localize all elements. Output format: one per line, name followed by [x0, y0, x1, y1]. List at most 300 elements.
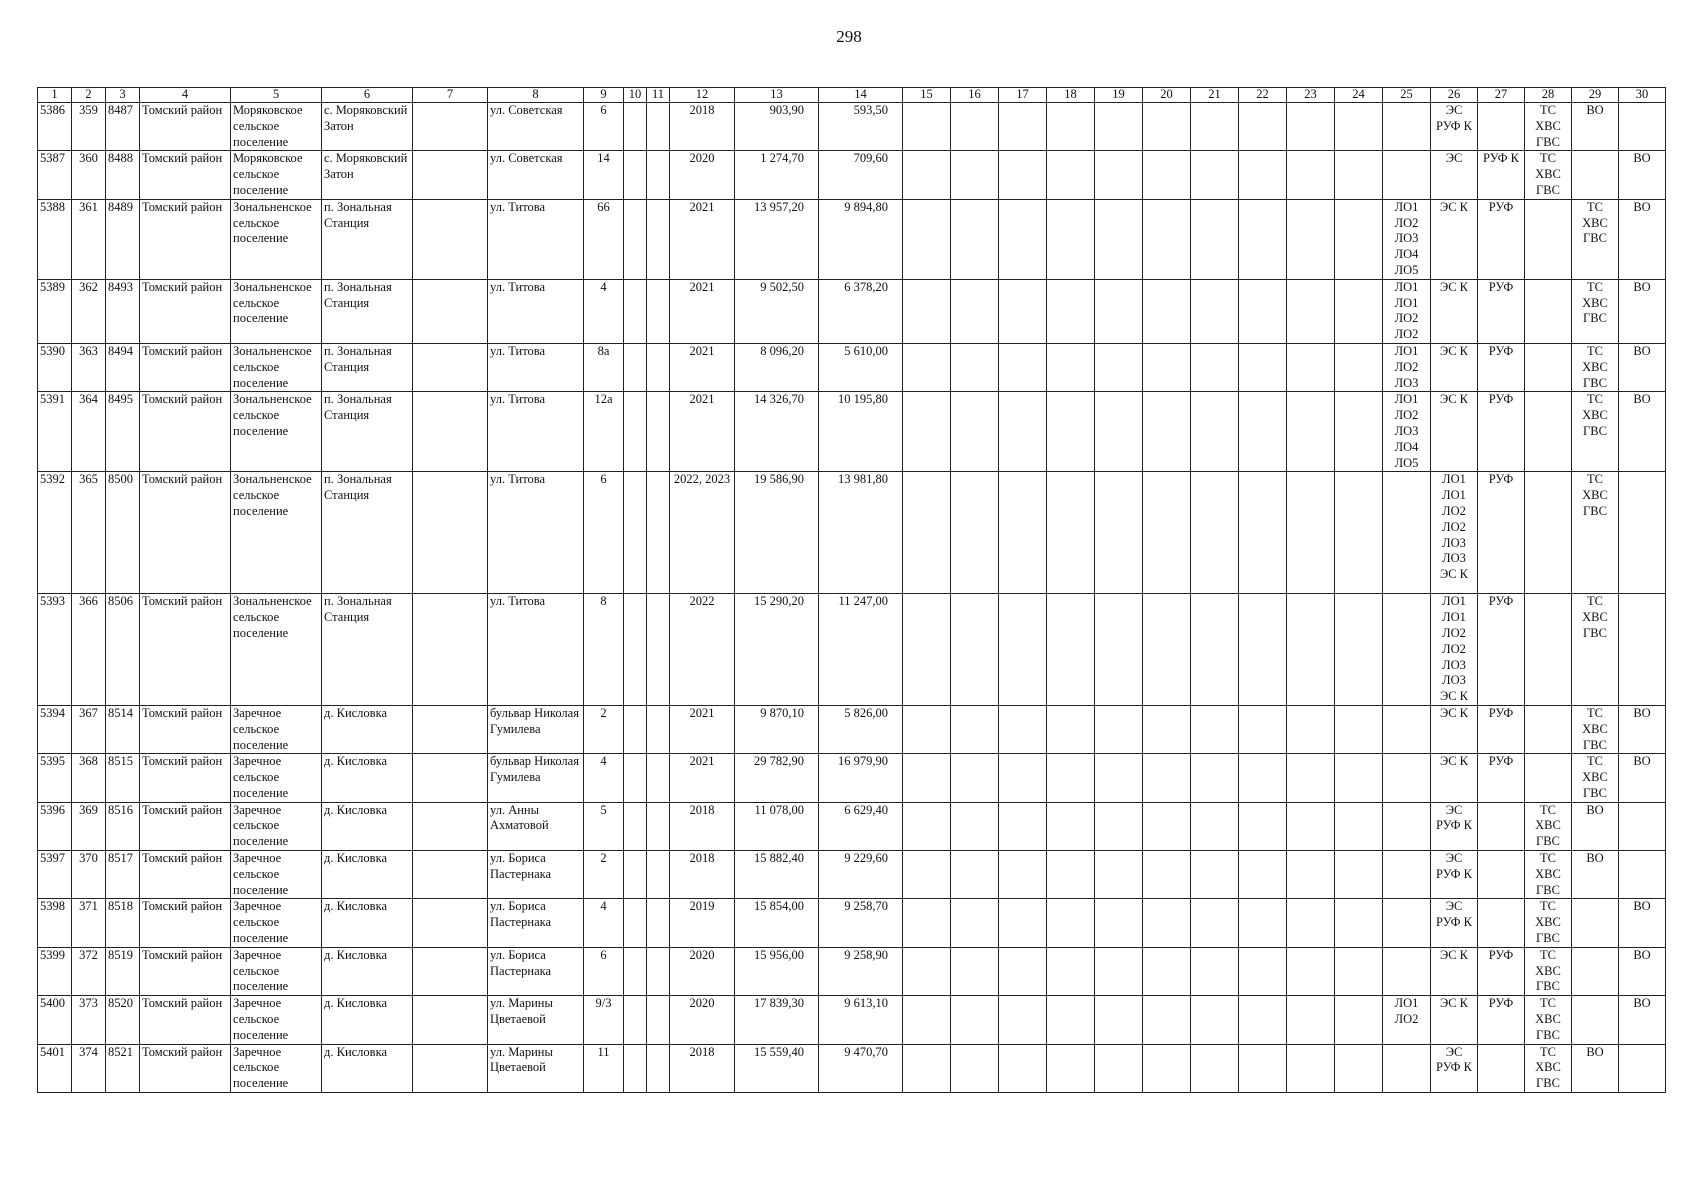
code-item: ГВС [1583, 737, 1607, 752]
column-29-cell [1572, 151, 1619, 199]
year-cell: 2020 [670, 996, 735, 1044]
code-item: РУФ [1488, 754, 1514, 769]
column-header: 29 [1572, 88, 1619, 103]
code-item: ЛО2 [1394, 215, 1419, 230]
code-item: ЛО1 [1442, 488, 1466, 503]
total-area-cell: 903,90 [735, 103, 819, 151]
column-10-cell [624, 899, 647, 947]
column-26-cell [1431, 1044, 1478, 1092]
code-item: ГВС [1536, 834, 1560, 849]
settlement-cell: Заречное сельское поселение [231, 851, 322, 899]
column-30-cell [1619, 472, 1666, 594]
column-26-cell [1431, 472, 1478, 594]
empty-cell [903, 199, 951, 279]
code-item: ТС [1587, 279, 1603, 294]
table-row [38, 996, 1666, 1044]
column-10-cell [624, 754, 647, 802]
code-item: ГВС [1536, 134, 1560, 149]
district-cell: Томский район [140, 472, 231, 594]
column-header: 3 [106, 88, 140, 103]
column-28-cell [1525, 851, 1572, 899]
column-7-cell [413, 851, 488, 899]
year-cell: 2020 [670, 947, 735, 995]
code-item: ВО [1633, 947, 1651, 962]
locality-cell: д. Кисловка [322, 899, 413, 947]
street-cell: ул. Титова [488, 392, 584, 472]
empty-cell [999, 1044, 1047, 1092]
column-10-cell [624, 594, 647, 706]
empty-cell [1287, 279, 1335, 343]
column-25-cell [1383, 279, 1431, 343]
building-id-cell: 8506 [106, 594, 140, 706]
locality-cell: д. Кисловка [322, 947, 413, 995]
empty-cell [1047, 802, 1095, 850]
column-7-cell [413, 754, 488, 802]
column-header: 6 [322, 88, 413, 103]
column-29-cell [1572, 1044, 1619, 1092]
column-26-cell [1431, 802, 1478, 850]
empty-cell [999, 899, 1047, 947]
empty-cell [903, 851, 951, 899]
column-10-cell [624, 851, 647, 899]
empty-cell [1095, 472, 1143, 594]
column-7-cell [413, 472, 488, 594]
column-28-cell [1525, 343, 1572, 391]
table-row [38, 594, 1666, 706]
house-number-cell: 6 [584, 947, 624, 995]
empty-cell [1047, 199, 1095, 279]
row-number-cell: 5394 [38, 705, 72, 753]
table-row [38, 899, 1666, 947]
empty-cell [1143, 472, 1191, 594]
house-number-cell: 66 [584, 199, 624, 279]
empty-cell [903, 705, 951, 753]
year-cell: 2021 [670, 199, 735, 279]
column-7-cell [413, 899, 488, 947]
total-area-cell: 15 854,00 [735, 899, 819, 947]
district-cell: Томский район [140, 802, 231, 850]
settlement-cell: Моряковское сельское поселение [231, 151, 322, 199]
empty-cell [1047, 705, 1095, 753]
column-11-cell [647, 851, 670, 899]
empty-cell [1143, 1044, 1191, 1092]
empty-cell [1335, 392, 1383, 472]
row-index-cell: 365 [72, 472, 106, 594]
column-29-cell [1572, 594, 1619, 706]
column-header: 9 [584, 88, 624, 103]
empty-cell [1143, 705, 1191, 753]
street-cell: ул. Марины Цветаевой [488, 996, 584, 1044]
empty-cell [1335, 947, 1383, 995]
table-row [38, 343, 1666, 391]
column-26-cell [1431, 392, 1478, 472]
column-27-cell [1478, 392, 1525, 472]
living-area-cell: 9 613,10 [819, 996, 903, 1044]
code-item: ХВС [1582, 610, 1608, 625]
table-row [38, 754, 1666, 802]
column-11-cell [647, 754, 670, 802]
empty-cell [1047, 472, 1095, 594]
settlement-cell: Заречное сельское поселение [231, 802, 322, 850]
total-area-cell: 15 290,20 [735, 594, 819, 706]
code-item: ХВС [1535, 915, 1561, 930]
building-id-cell: 8494 [106, 343, 140, 391]
code-item: ЛО5 [1394, 262, 1419, 277]
code-item: ЛО2 [1394, 311, 1419, 326]
living-area-cell: 11 247,00 [819, 594, 903, 706]
empty-cell [903, 802, 951, 850]
house-number-cell: 4 [584, 899, 624, 947]
street-cell: ул. Титова [488, 594, 584, 706]
column-7-cell [413, 103, 488, 151]
district-cell: Томский район [140, 947, 231, 995]
column-27-cell [1478, 851, 1525, 899]
empty-cell [1191, 472, 1239, 594]
settlement-cell: Зональненское сельское поселение [231, 392, 322, 472]
district-cell: Томский район [140, 279, 231, 343]
empty-cell [1287, 151, 1335, 199]
empty-cell [951, 392, 999, 472]
code-item: РУФ [1488, 279, 1514, 294]
code-item: ЭС [1445, 1044, 1463, 1059]
code-item: ТС [1540, 151, 1556, 166]
empty-cell [1287, 343, 1335, 391]
living-area-cell: 9 258,90 [819, 947, 903, 995]
empty-cell [1239, 199, 1287, 279]
row-number-cell: 5393 [38, 594, 72, 706]
empty-cell [1191, 343, 1239, 391]
total-area-cell: 9 502,50 [735, 279, 819, 343]
column-27-cell [1478, 1044, 1525, 1092]
column-29-cell [1572, 392, 1619, 472]
column-26-cell [1431, 594, 1478, 706]
code-item: ТС [1587, 472, 1603, 487]
code-item: РУФ [1488, 705, 1514, 720]
empty-cell [1143, 151, 1191, 199]
column-7-cell [413, 151, 488, 199]
locality-cell: п. Зональная Станция [322, 472, 413, 594]
empty-cell [1191, 594, 1239, 706]
empty-cell [1239, 802, 1287, 850]
column-header: 4 [140, 88, 231, 103]
code-item: ЛО2 [1442, 641, 1466, 656]
column-header: 16 [951, 88, 999, 103]
column-header: 2 [72, 88, 106, 103]
empty-cell [1335, 802, 1383, 850]
street-cell: ул. Бориса Пастернака [488, 851, 584, 899]
column-29-cell [1572, 996, 1619, 1044]
code-item: ЭС К [1439, 689, 1469, 704]
column-28-cell [1525, 199, 1572, 279]
empty-cell [1095, 705, 1143, 753]
code-item: ВО [1633, 343, 1651, 358]
column-25-cell [1383, 851, 1431, 899]
code-item: ГВС [1536, 979, 1560, 994]
column-11-cell [647, 947, 670, 995]
column-7-cell [413, 279, 488, 343]
locality-cell: д. Кисловка [322, 754, 413, 802]
empty-cell [1335, 851, 1383, 899]
locality-cell: д. Кисловка [322, 851, 413, 899]
column-10-cell [624, 103, 647, 151]
table-row [38, 947, 1666, 995]
code-item: РУФ К [1436, 118, 1472, 133]
empty-cell [951, 594, 999, 706]
house-number-cell: 4 [584, 279, 624, 343]
column-28-cell [1525, 996, 1572, 1044]
building-id-cell: 8488 [106, 151, 140, 199]
column-11-cell [647, 103, 670, 151]
building-id-cell: 8516 [106, 802, 140, 850]
living-area-cell: 5 826,00 [819, 705, 903, 753]
district-cell: Томский район [140, 851, 231, 899]
locality-cell: д. Кисловка [322, 802, 413, 850]
total-area-cell: 11 078,00 [735, 802, 819, 850]
code-item: ЛО1 [1394, 343, 1419, 358]
column-7-cell [413, 392, 488, 472]
empty-cell [1143, 199, 1191, 279]
column-27-cell [1478, 279, 1525, 343]
code-item: ТС [1540, 996, 1556, 1011]
empty-cell [1335, 472, 1383, 594]
empty-cell [1095, 279, 1143, 343]
column-25-cell [1383, 1044, 1431, 1092]
street-cell: бульвар Николая Гумилева [488, 754, 584, 802]
settlement-cell: Заречное сельское поселение [231, 947, 322, 995]
row-number-cell: 5400 [38, 996, 72, 1044]
column-header: 1 [38, 88, 72, 103]
empty-cell [1335, 705, 1383, 753]
column-25-cell [1383, 594, 1431, 706]
living-area-cell: 593,50 [819, 103, 903, 151]
code-item: ХВС [1582, 295, 1608, 310]
house-number-cell: 2 [584, 851, 624, 899]
empty-cell [1191, 899, 1239, 947]
settlement-cell: Заречное сельское поселение [231, 705, 322, 753]
code-item: ЭС К [1439, 199, 1469, 214]
row-number-cell: 5396 [38, 802, 72, 850]
code-item: ХВС [1582, 770, 1608, 785]
code-item: ЛО1 [1442, 610, 1466, 625]
column-28-cell [1525, 802, 1572, 850]
column-25-cell [1383, 899, 1431, 947]
column-10-cell [624, 472, 647, 594]
settlement-cell: Заречное сельское поселение [231, 996, 322, 1044]
column-30-cell [1619, 199, 1666, 279]
empty-cell [903, 899, 951, 947]
column-header: 10 [624, 88, 647, 103]
code-item: ГВС [1583, 625, 1607, 640]
empty-cell [1095, 754, 1143, 802]
column-30-cell [1619, 343, 1666, 391]
code-item: ГВС [1583, 231, 1607, 246]
table-row [38, 392, 1666, 472]
column-28-cell [1525, 947, 1572, 995]
empty-cell [999, 472, 1047, 594]
building-id-cell: 8514 [106, 705, 140, 753]
house-number-cell: 8 [584, 594, 624, 706]
settlement-cell: Заречное сельское поселение [231, 754, 322, 802]
year-cell: 2018 [670, 103, 735, 151]
code-item: ВО [1633, 996, 1651, 1011]
empty-cell [1047, 899, 1095, 947]
code-item: ТС [1587, 392, 1603, 407]
code-item: ВО [1633, 705, 1651, 720]
table-row [38, 802, 1666, 850]
living-area-cell: 6 629,40 [819, 802, 903, 850]
column-header: 8 [488, 88, 584, 103]
column-29-cell [1572, 279, 1619, 343]
column-25-cell [1383, 802, 1431, 850]
empty-cell [999, 392, 1047, 472]
column-29-cell [1572, 802, 1619, 850]
living-area-cell: 9 470,70 [819, 1044, 903, 1092]
living-area-cell: 5 610,00 [819, 343, 903, 391]
year-cell: 2021 [670, 279, 735, 343]
building-id-cell: 8519 [106, 947, 140, 995]
column-10-cell [624, 1044, 647, 1092]
column-header: 13 [735, 88, 819, 103]
empty-cell [1143, 899, 1191, 947]
column-27-cell [1478, 343, 1525, 391]
code-item: ЛО2 [1394, 327, 1419, 342]
empty-cell [951, 947, 999, 995]
code-item: ЭС [1445, 151, 1463, 166]
column-header: 5 [231, 88, 322, 103]
empty-cell [1047, 996, 1095, 1044]
empty-cell [951, 343, 999, 391]
code-item: ЛО3 [1442, 673, 1466, 688]
code-item: РУФ К [1483, 151, 1519, 166]
column-30-cell [1619, 151, 1666, 199]
empty-cell [951, 279, 999, 343]
code-item: РУФ К [1436, 818, 1472, 833]
street-cell: ул. Титова [488, 343, 584, 391]
building-id-cell: 8518 [106, 899, 140, 947]
column-29-cell [1572, 103, 1619, 151]
row-index-cell: 363 [72, 343, 106, 391]
living-area-cell: 6 378,20 [819, 279, 903, 343]
column-30-cell [1619, 392, 1666, 472]
living-area-cell: 9 229,60 [819, 851, 903, 899]
empty-cell [1047, 1044, 1095, 1092]
empty-cell [903, 151, 951, 199]
district-cell: Томский район [140, 103, 231, 151]
street-cell: ул. Бориса Пастернака [488, 899, 584, 947]
settlement-cell: Моряковское сельское поселение [231, 103, 322, 151]
year-cell: 2018 [670, 851, 735, 899]
code-item: ЛО2 [1442, 625, 1466, 640]
column-30-cell [1619, 594, 1666, 706]
year-cell: 2019 [670, 899, 735, 947]
empty-cell [1143, 754, 1191, 802]
empty-cell [951, 754, 999, 802]
settlement-cell: Зональненское сельское поселение [231, 199, 322, 279]
column-header: 27 [1478, 88, 1525, 103]
code-item: ХВС [1582, 408, 1608, 423]
code-item: ХВС [1535, 818, 1561, 833]
code-item: ЛО5 [1394, 455, 1419, 470]
column-header: 17 [999, 88, 1047, 103]
code-item: ЛО1 [1442, 472, 1466, 487]
living-area-cell: 709,60 [819, 151, 903, 199]
column-7-cell [413, 802, 488, 850]
empty-cell [951, 705, 999, 753]
locality-cell: д. Кисловка [322, 705, 413, 753]
row-number-cell: 5388 [38, 199, 72, 279]
code-item: ТС [1540, 851, 1556, 866]
code-item: РУФ [1488, 594, 1514, 609]
street-cell: ул. Титова [488, 279, 584, 343]
empty-cell [1335, 754, 1383, 802]
row-number-cell: 5389 [38, 279, 72, 343]
empty-cell [1287, 199, 1335, 279]
year-cell: 2021 [670, 705, 735, 753]
column-11-cell [647, 472, 670, 594]
code-item: ЭС К [1439, 392, 1469, 407]
column-30-cell [1619, 802, 1666, 850]
column-10-cell [624, 343, 647, 391]
empty-cell [1047, 103, 1095, 151]
empty-cell [1095, 199, 1143, 279]
code-item: РУФ [1488, 392, 1514, 407]
column-7-cell [413, 199, 488, 279]
empty-cell [1191, 103, 1239, 151]
street-cell: ул. Советская [488, 103, 584, 151]
code-item: ХВС [1582, 721, 1608, 736]
total-area-cell: 15 882,40 [735, 851, 819, 899]
empty-cell [1047, 343, 1095, 391]
empty-cell [1335, 151, 1383, 199]
column-10-cell [624, 705, 647, 753]
code-item: ГВС [1583, 311, 1607, 326]
code-item: ТС [1540, 802, 1556, 817]
empty-cell [1191, 851, 1239, 899]
empty-cell [1095, 851, 1143, 899]
empty-cell [1095, 899, 1143, 947]
house-number-cell: 4 [584, 754, 624, 802]
code-item: ВО [1586, 103, 1604, 117]
row-number-cell: 5395 [38, 754, 72, 802]
empty-cell [1335, 279, 1383, 343]
column-26-cell [1431, 343, 1478, 391]
table-row [38, 705, 1666, 753]
code-item: ЭС К [1439, 705, 1469, 720]
street-cell: ул. Титова [488, 472, 584, 594]
empty-cell [1239, 472, 1287, 594]
empty-cell [1143, 279, 1191, 343]
empty-cell [951, 199, 999, 279]
page-number: 298 [836, 27, 862, 46]
column-30-cell [1619, 1044, 1666, 1092]
empty-cell [1095, 343, 1143, 391]
column-25-cell [1383, 199, 1431, 279]
row-index-cell: 367 [72, 705, 106, 753]
empty-cell [1335, 899, 1383, 947]
empty-cell [1143, 947, 1191, 995]
house-number-cell: 12а [584, 392, 624, 472]
empty-cell [951, 851, 999, 899]
empty-cell [1143, 996, 1191, 1044]
code-item: РУФ К [1436, 1060, 1472, 1075]
street-cell: ул. Советская [488, 151, 584, 199]
code-item: ЭС К [1439, 996, 1469, 1011]
column-header: 20 [1143, 88, 1191, 103]
column-header: 15 [903, 88, 951, 103]
empty-cell [1095, 392, 1143, 472]
row-index-cell: 374 [72, 1044, 106, 1092]
column-28-cell [1525, 594, 1572, 706]
